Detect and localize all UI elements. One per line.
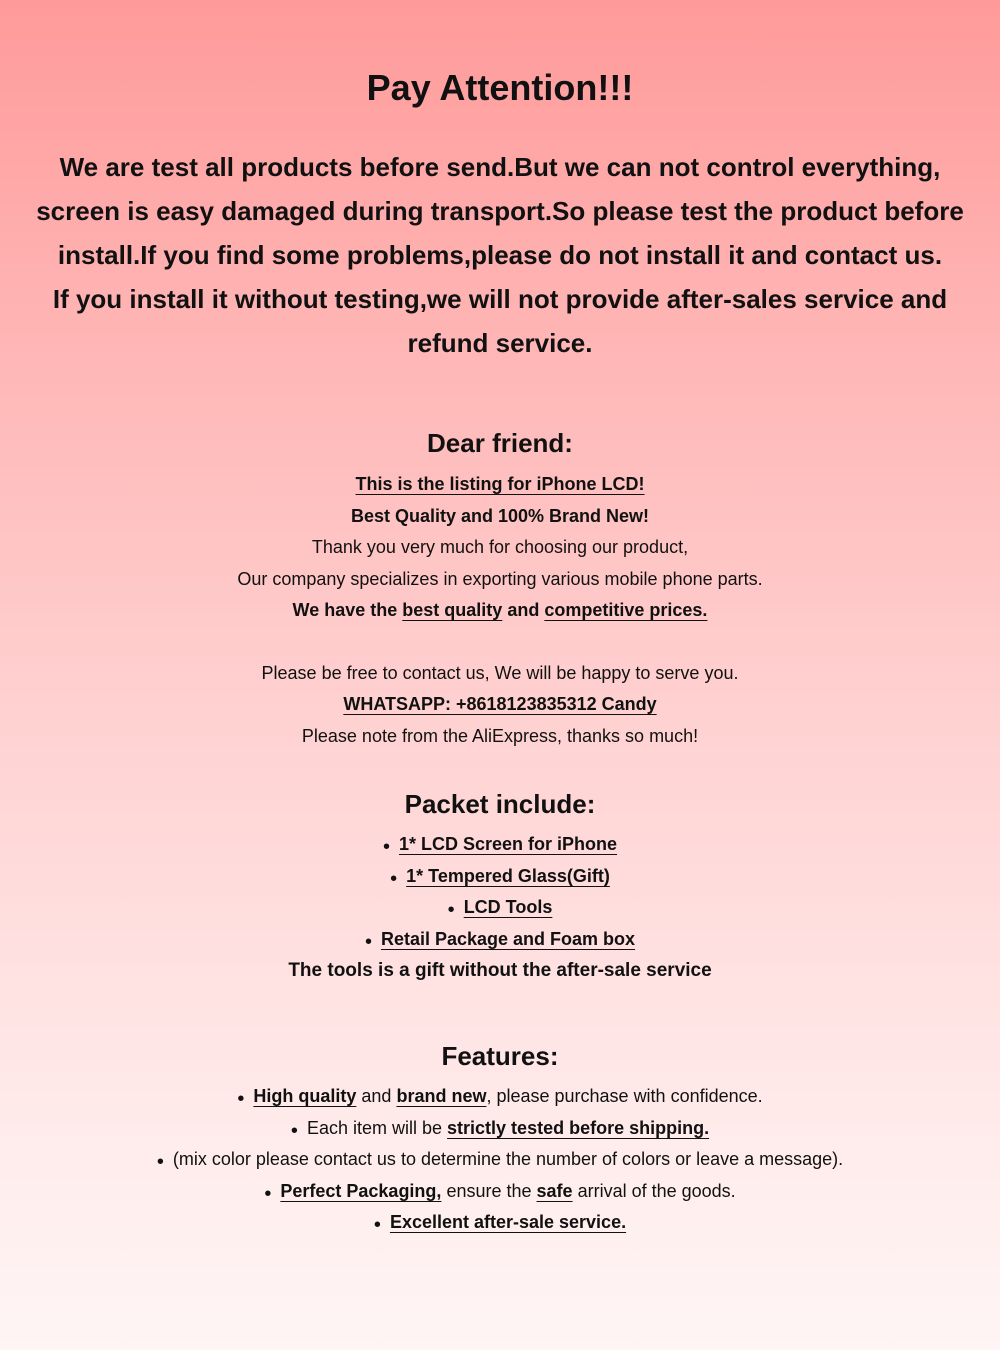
- feature-brand-new: brand new: [396, 1086, 487, 1106]
- list-item: [0, 1081, 1000, 1113]
- feature-mix-color: (mix color please contact us to determine the number of colors or leave a message).: [172, 1149, 844, 1169]
- feature-and: and: [361, 1086, 392, 1106]
- warning-line: install.If you find some problems,please do not install it and contact us.: [57, 240, 943, 270]
- features-heading: Features:: [441, 1041, 559, 1071]
- packet-item-lcd-tools: LCD Tools: [463, 897, 553, 917]
- spacer: [0, 627, 1000, 658]
- feature-arrival: arrival of the goods.: [577, 1180, 736, 1201]
- feature-perfect-packaging: Perfect Packaging,: [280, 1180, 442, 1201]
- competitive-prices-text: competitive prices.: [544, 600, 708, 620]
- packet-item-retail-package: Retail Package and Foam box: [380, 928, 636, 949]
- feature-confidence: , please purchase with confidence.: [486, 1086, 763, 1106]
- warning-line: If you install it without testing,we will not provide after-sales service and: [52, 284, 948, 314]
- page-title: Pay Attention!!!: [366, 67, 634, 108]
- feature-safe: safe: [536, 1180, 573, 1201]
- list-item: [0, 1113, 1000, 1145]
- we-have-text: We have the: [292, 600, 398, 620]
- pricing-line: [0, 595, 1000, 627]
- contact-line: Please be free to contact us, We will be happy to serve you.: [261, 662, 739, 683]
- feature-high-quality: High quality: [253, 1086, 357, 1106]
- note-line: Please note from the AliExpress, thanks so much!: [301, 725, 699, 746]
- list-item: [0, 861, 1000, 893]
- dear-friend-section: [0, 469, 1000, 752]
- list-item: [0, 829, 1000, 861]
- packet-list: [0, 829, 1000, 987]
- packet-item-lcd-screen: 1* LCD Screen for iPhone: [398, 834, 618, 854]
- warning-notice: [20, 145, 980, 365]
- list-item: [0, 892, 1000, 924]
- whatsapp-line: [0, 689, 1000, 721]
- warning-line: refund service.: [407, 328, 593, 358]
- feature-ensure: ensure the: [446, 1180, 532, 1201]
- whatsapp-contact: WHATSAPP: +8618123835312 Candy: [343, 694, 657, 714]
- list-item: [0, 1144, 1000, 1176]
- feature-after-sale: Excellent after-sale service.: [389, 1212, 627, 1232]
- best-quality-text: best quality: [402, 600, 503, 620]
- list-item: [0, 924, 1000, 956]
- list-item: [0, 1176, 1000, 1208]
- warning-line: screen is easy damaged during transport.So please test the product before: [36, 196, 964, 226]
- listing-text: This is the listing for iPhone LCD!: [355, 474, 645, 494]
- gift-note: The tools is a gift without the after-sale service: [288, 960, 712, 981]
- list-item: [0, 1207, 1000, 1239]
- and-text: and: [507, 600, 540, 620]
- listing-line: [0, 469, 1000, 501]
- dear-friend-heading: Dear friend:: [427, 428, 573, 458]
- features-list: [0, 1081, 1000, 1239]
- warning-line: We are test all products before send.But we can not control everything,: [59, 152, 941, 182]
- packet-item-tempered-glass: 1* Tempered Glass(Gift): [406, 865, 610, 886]
- company-line: Our company specializes in exporting various mobile phone parts.: [237, 568, 763, 589]
- packet-include-heading: Packet include:: [404, 789, 596, 819]
- feature-each-item: Each item will be: [306, 1117, 443, 1138]
- feature-strictly-tested: strictly tested before shipping.: [447, 1117, 710, 1138]
- thanks-line: Thank you very much for choosing our product,: [311, 537, 689, 557]
- quality-line: Best Quality and 100% Brand New!: [350, 505, 650, 526]
